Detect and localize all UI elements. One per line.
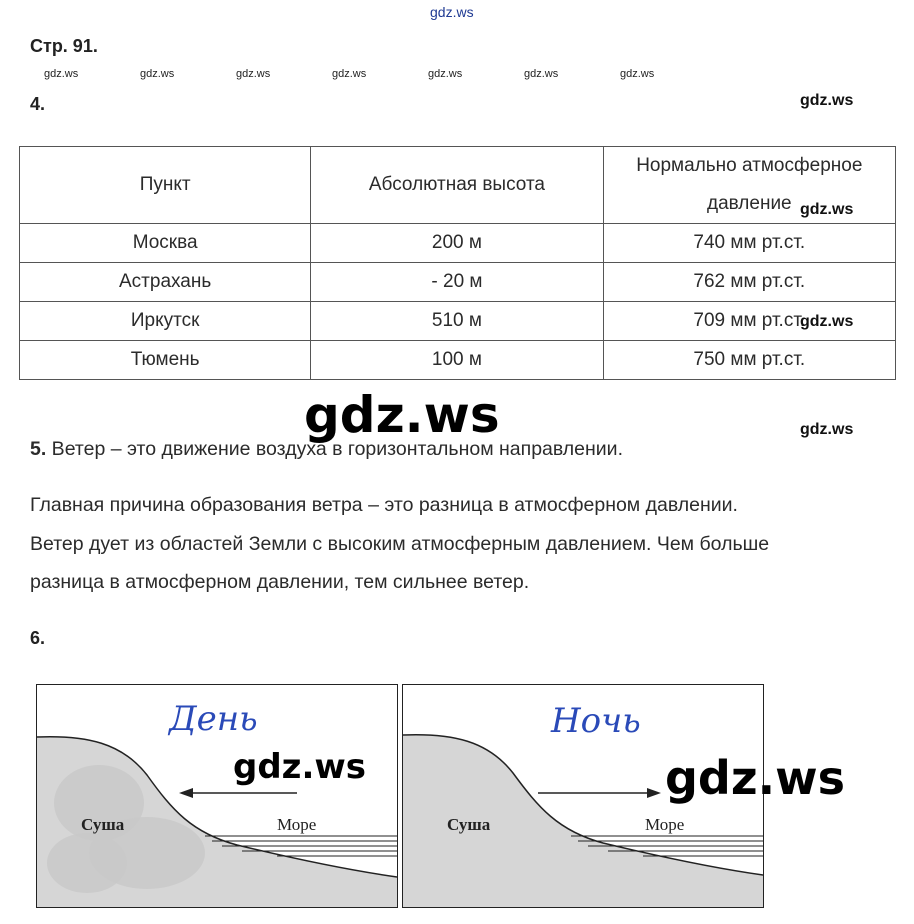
- watermark-small: gdz.ws: [236, 68, 271, 80]
- table-row: [20, 302, 896, 341]
- watermark-large: gdz.ws: [233, 747, 367, 787]
- land-label: Суша: [447, 815, 491, 834]
- table-row: [20, 224, 896, 263]
- cell-pressure: 740 мм рт.ст.: [603, 224, 895, 263]
- watermark-large: gdz.ws: [304, 386, 500, 444]
- cell-pressure: 709 мм рт.ст.: [603, 302, 895, 341]
- watermark-small: gdz.ws: [524, 68, 559, 80]
- watermark-small: gdz.ws: [332, 68, 367, 80]
- page-reference: Стр. 91.: [30, 36, 98, 56]
- cell-height: 100 м: [311, 341, 603, 380]
- table-row: [20, 263, 896, 302]
- table-header-row: [20, 147, 896, 224]
- watermark-large: gdz.ws: [665, 751, 845, 805]
- cell-height: 510 м: [311, 302, 603, 341]
- header-height: Абсолютная высота: [311, 147, 603, 224]
- watermark-small: gdz.ws: [44, 68, 79, 80]
- cell-height: 200 м: [311, 224, 603, 263]
- watermark-medium: gdz.ws: [800, 421, 854, 438]
- task-6-number: 6.: [30, 628, 46, 648]
- cell-city: Тюмень: [20, 341, 311, 380]
- cell-city: Астрахань: [20, 263, 311, 302]
- watermark-medium: gdz.ws: [800, 313, 854, 330]
- header-point: Пункт: [20, 147, 311, 224]
- sea-label: Море: [645, 815, 685, 834]
- task-5-definition: Ветер – это движение воздуха в горизонтальном направлении.: [46, 438, 623, 460]
- cell-height: - 20 м: [311, 263, 603, 302]
- arrow-right-icon: [647, 788, 661, 798]
- pressure-table: [19, 146, 896, 380]
- day-caption: День: [169, 699, 258, 739]
- cell-pressure: 750 мм рт.ст.: [603, 341, 895, 380]
- cell-city: Иркутск: [20, 302, 311, 341]
- watermark-top: gdz.ws: [430, 4, 474, 20]
- sea-label: Море: [277, 815, 317, 834]
- task-5-line-1: [30, 438, 623, 461]
- task-5-line-4: разница в атмосферном давлении, тем сильнее ветер.: [30, 571, 530, 593]
- watermark-medium: gdz.ws: [800, 92, 854, 109]
- watermark-small: gdz.ws: [140, 68, 175, 80]
- task-5-line-2: Главная причина образования ветра – это разница в атмосферном давлении.: [30, 494, 738, 516]
- land-label: Суша: [81, 815, 125, 834]
- task-5-line-3: Ветер дует из областей Земли с высоким атмосферным давлением. Чем больше: [30, 533, 770, 555]
- day-breeze-diagram: [36, 684, 398, 908]
- task-4-number: 4.: [30, 94, 46, 114]
- cell-city: Москва: [20, 224, 311, 263]
- table-row: [20, 341, 896, 380]
- task-5-number: 5.: [30, 438, 47, 460]
- watermark-small: gdz.ws: [428, 68, 463, 80]
- header-pressure: Нормально атмосферное давление: [603, 147, 895, 224]
- night-breeze-diagram: [402, 684, 845, 908]
- cell-pressure: 762 мм рт.ст.: [603, 263, 895, 302]
- arrow-left-icon: [179, 788, 193, 798]
- watermark-medium: gdz.ws: [800, 201, 854, 218]
- watermark-small: gdz.ws: [620, 68, 655, 80]
- night-caption: Ночь: [551, 701, 641, 741]
